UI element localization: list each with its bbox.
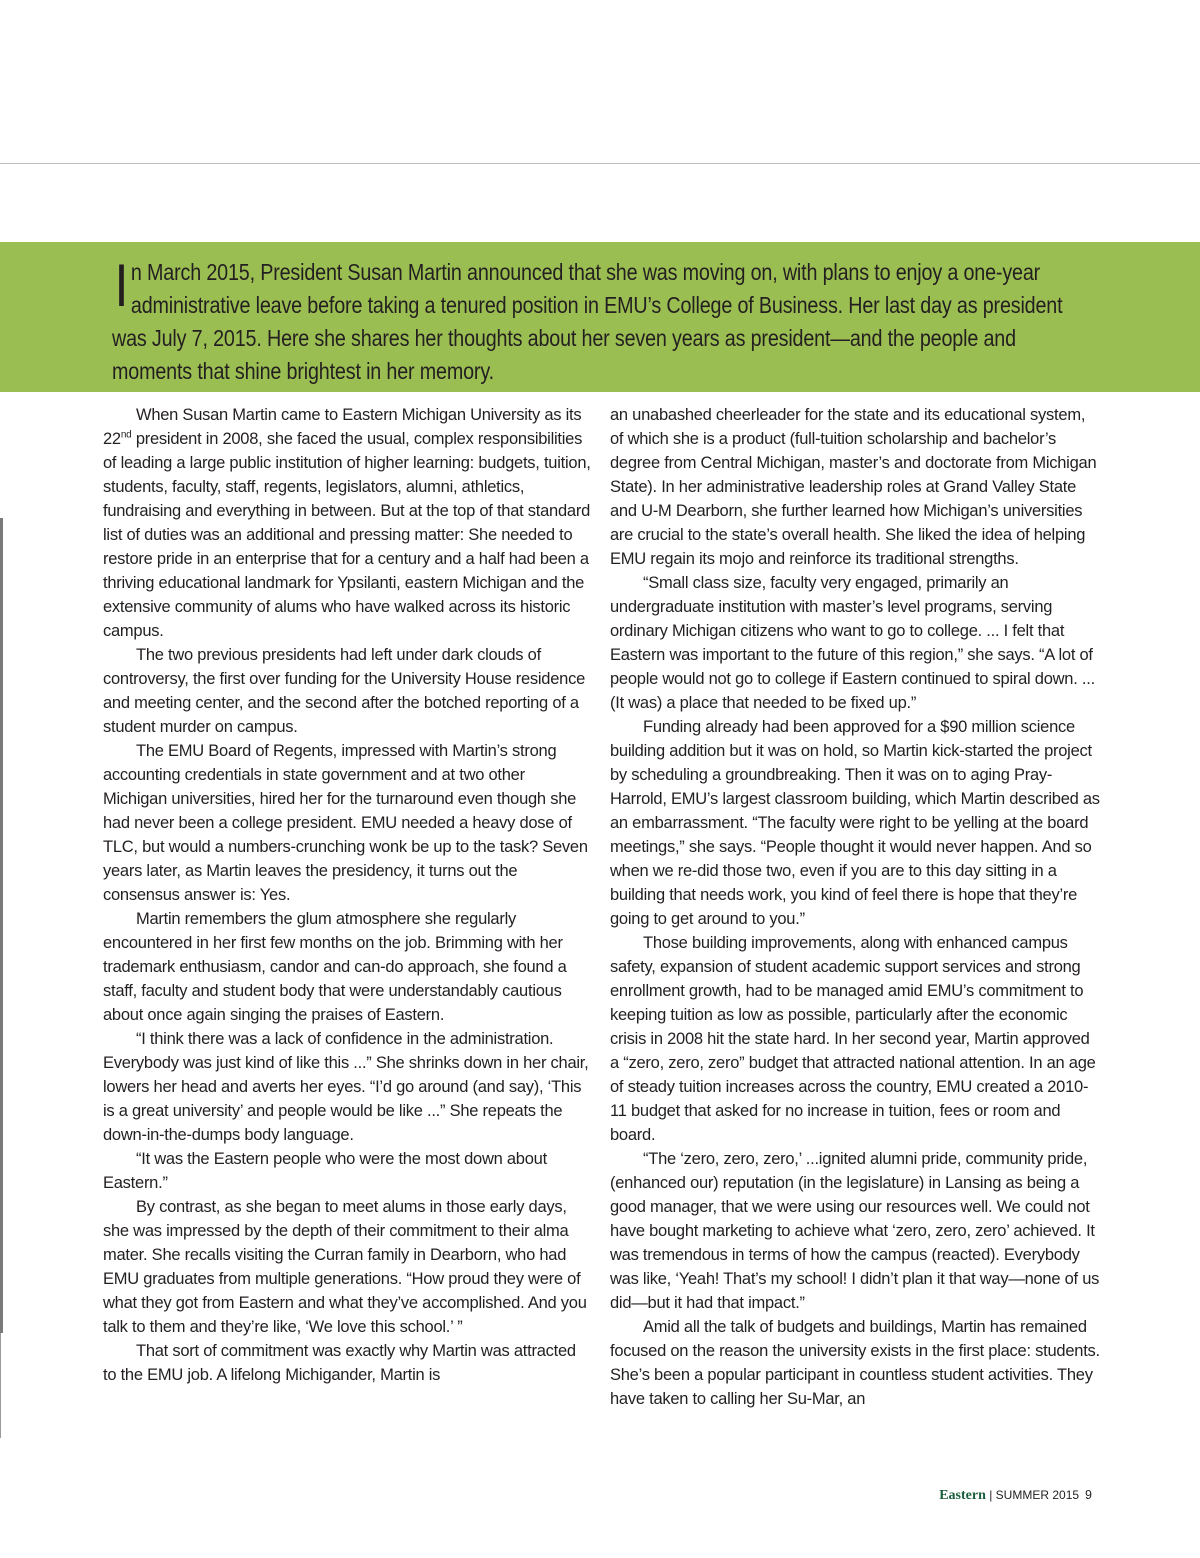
paragraph: By contrast, as she began to meet alums in those early days, she was impressed by the depth of their commitment to their alma mater. She recalls visiting the Curran family in Dearborn, who had EMU graduates from multiple generations. “How proud they were of what they got from Eastern and what they’ve accomplished. And you talk to them and they’re like, ‘We love this school.’ ” [103, 1198, 587, 1336]
paragraph: “I think there was a lack of confidence in the administration. Everybody was just kind of like this ...” She shrinks down in her chair, lowers her head and averts her eyes. “I’d go around (and say), ‘This is a great university’ and people would be like ...” She repeats the down-in-the-dumps body language. [103, 1030, 589, 1144]
article-column-left [103, 403, 593, 1387]
paragraph: The EMU Board of Regents, impressed with Martin’s strong accounting credentials in state government and at two other Michigan universities, hired her for the turnaround even though she had never been a college president. EMU needed a heavy dose of TLC, but would a numbers-crunching wonk be up to the task? Seven years later, as Martin leaves the presidency, it turns out the consensus answer is: Yes. [103, 742, 588, 904]
issue-label: | SUMMER 2015 [985, 1488, 1080, 1502]
intro-text [112, 252, 1078, 388]
page-edge-shadow [0, 518, 3, 1333]
page-number: 9 [1085, 1488, 1092, 1502]
paragraph: an unabashed cheerleader for the state and its educational system, of which she is a product (full-tuition scholarship and bachelor’s degree from Central Michigan, master’s and doctorate from Michigan State). In her administrative leadership roles at Grand Valley State and U-M Dearborn, she further learned how Michigan’s universities are crucial to the state’s overall health. She liked the idea of helping EMU regain its mojo and reinforce its traditional strengths. [610, 406, 1097, 568]
paragraph: Amid all the talk of budgets and buildings, Martin has remained focused on the reason the university exists in the first place: students. She’s been a popular participant in countless student activities. They have taken to calling her Su-Mar, an [610, 1318, 1100, 1408]
paragraph [103, 403, 593, 643]
page-edge-line [0, 1333, 1, 1438]
ordinal-superscript: nd [120, 429, 132, 441]
paragraph: Martin remembers the glum atmosphere she regularly encountered in her first few months on the job. Brimming with her trademark enthusiasm, candor and can-do approach, she found a staff, faculty and student body that were understandably cautious about once again singing the praises of Eastern. [103, 910, 567, 1024]
paragraph-text: president in 2008, she faced the usual, complex responsibilities of leading a large public institution of higher learning: budgets, tuition, students, faculty, staff, regents, legislators, alumni, athletics, fundraising and everything in between. But at the top of that standard list of duties was an additional and pressing matter: She needed to restore pride in an enterprise that for a century and a half had been a thriving educational landmark for Ypsilanti, eastern Michigan and the extensive community of alums who have walked across its historic campus. [103, 430, 591, 640]
paragraph: Funding already had been approved for a $90 million science building addition but it was on hold, so Martin kick-started the project by scheduling a groundbreaking. Then it was on to aging Pray-Harrold, EMU’s largest classroom building, which Martin described as an embarrassment. “The faculty were right to be yelling at the board meetings,” she says. “People thought it would never happen. And so when we re-did those two, even if you are to this day sitting in a building that needs work, you kind of feel there is hope that they’re going to get around to you.” [610, 718, 1100, 928]
paragraph: That sort of commitment was exactly why Martin was attracted to the EMU job. A lifelong Michigander, Martin is [103, 1342, 576, 1384]
magazine-name: Eastern [939, 1488, 986, 1503]
paragraph: “The ‘zero, zero, zero,’ ...ignited alumni pride, community pride, (enhanced our) reputation (in the legislature) in Lansing as being a good manager, that we were using our resources well. We could not have bought marketing to achieve what ‘zero, zero, zero’ achieved. It was tremendous in terms of how the campus (reacted). Everybody was like, ‘Yeah! That’s my school! I didn’t plan it that way—none of us did—but it had that impact.” [610, 1150, 1100, 1312]
header-rule [0, 163, 1200, 164]
paragraph: Those building improvements, along with enhanced campus safety, expansion of student academic support services and strong enrollment growth, had to be managed amid EMU’s commitment to keeping tuition as low as possible, particularly after the economic crisis in 2008 hit the state hard. In her second year, Martin approved a “zero, zero, zero” budget that attracted national attention. In an age of steady tuition increases across the country, EMU created a 2010-11 budget that asked for no increase in tuition, fees or room and board. [610, 934, 1096, 1144]
drop-cap: I [114, 252, 129, 319]
paragraph-text: When Susan Martin came to Eastern Michigan University as its 22 [103, 406, 582, 448]
paragraph: “Small class size, faculty very engaged, primarily an undergraduate institution with master’s level programs, serving ordinary Michigan citizens who want to go to college. ... I felt that Eastern was important to the future of this region,” she says. “A lot of people would not go to college if Eastern continued to spiral down. ... (It was) a place that needed to be fixed up.” [610, 574, 1095, 712]
paragraph: “It was the Eastern people who were the most down about Eastern.” [103, 1150, 547, 1192]
paragraph: The two previous presidents had left under dark clouds of controversy, the first over funding for the University House residence and meeting center, and the second after the botched reporting of a student murder on campus. [103, 646, 586, 736]
intro-banner [0, 242, 1200, 392]
intro-body: n March 2015, President Susan Martin announced that she was moving on, with plans to enjoy a one-year administrative leave before taking a tenured position in EMU’s College of Business. Her last day as president was July 7, 2015. Here she shares her thoughts about her seven years as president—and the people and moments that shine brightest in her memory. [112, 259, 1063, 384]
page-footer [939, 1488, 1092, 1504]
article-column-right [610, 403, 1100, 1411]
